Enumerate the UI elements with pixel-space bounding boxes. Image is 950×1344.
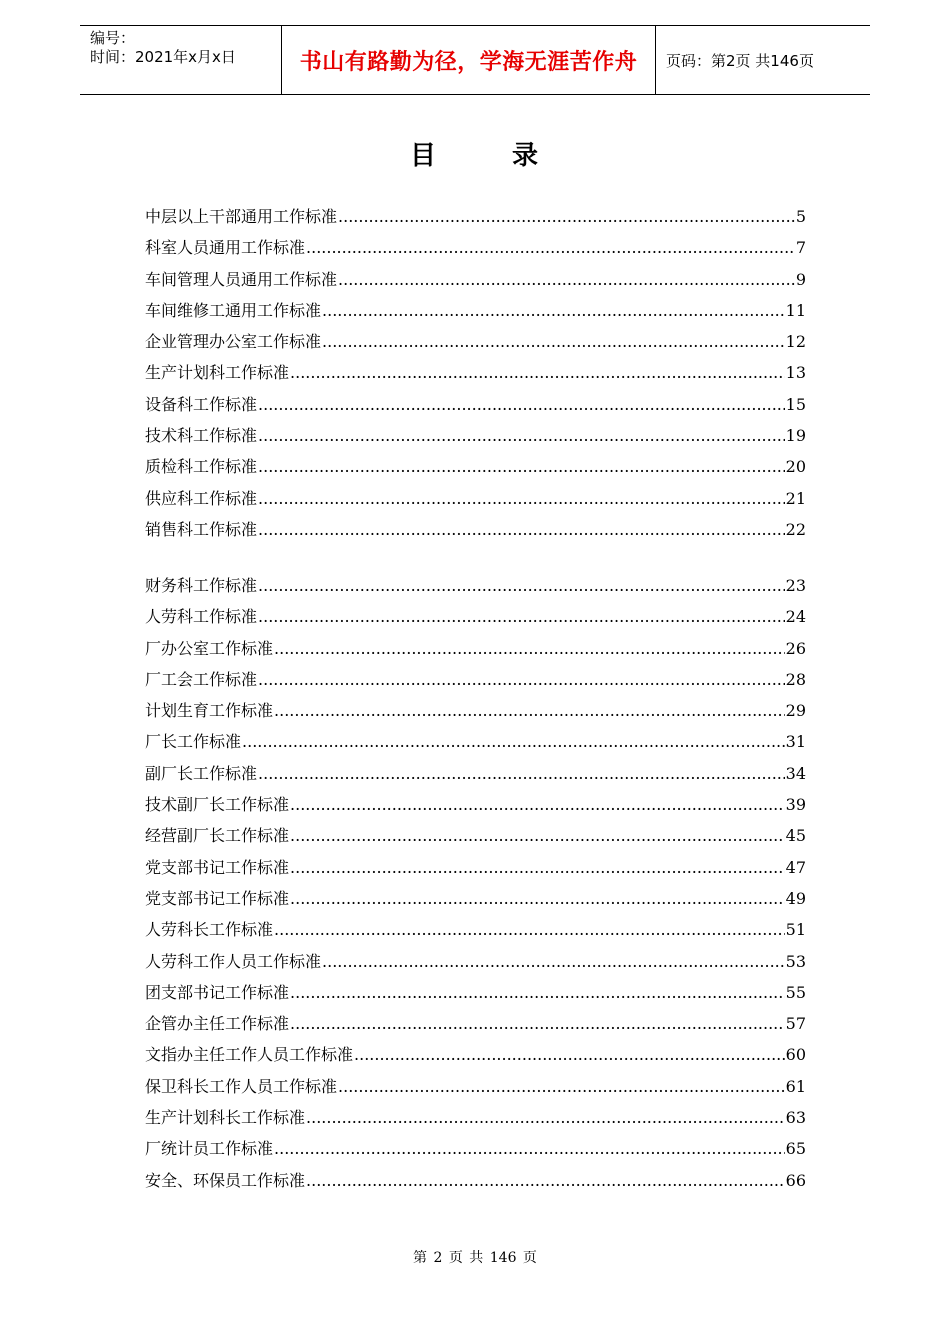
toc-entry-page: 20 [785,457,806,477]
toc-leader-dots [322,332,785,351]
toc-entry[interactable] [145,1168,806,1199]
toc-leader-dots [258,489,785,508]
toc-entry[interactable] [145,761,806,792]
toc-entry-title: 财务科工作标准 [145,576,258,595]
toc-entry-page: 21 [785,488,806,508]
toc-entry-page: 9 [795,269,806,289]
toc-entry[interactable] [145,1074,806,1105]
toc-leader-dots [322,952,785,971]
toc-entry-page: 22 [785,519,806,539]
toc-leader-dots [258,520,785,539]
toc-entry-title: 厂统计员工作标准 [145,1139,274,1159]
page-title [0,135,950,172]
toc-leader-dots [290,858,785,877]
toc-entry-title: 厂长工作标准 [145,732,242,752]
toc-entry-title: 企业管理办公室工作标准 [145,332,322,352]
toc-leader-dots [258,426,785,445]
toc-entry-title: 销售科工作标准 [145,519,258,539]
toc-leader-dots [258,395,785,414]
toc-entry-title: 技术副厂长工作标准 [145,795,290,815]
toc-entry-title: 厂工会工作标准 [145,669,258,689]
toc-entry-page: 49 [785,888,806,908]
toc-entry-title: 党支部书记工作标准 [145,888,290,908]
toc-section-2 [145,573,806,1199]
toc-leader-dots [274,1139,785,1158]
page-footer: 第 2 页 共 146 页 [413,1250,537,1266]
toc-leader-dots [290,826,785,845]
toc-entry-title: 人劳科工作标准 [145,607,258,627]
toc-leader-dots [306,1108,785,1127]
toc-entry-title: 科室人员通用工作标准 [145,238,306,258]
toc-section-1 [145,204,806,548]
toc-entry-title: 副厂长工作标准 [145,763,258,783]
toc-entry[interactable] [145,573,806,604]
toc-entry[interactable] [145,235,806,266]
toc-entry[interactable] [145,423,806,454]
toc-entry[interactable] [145,667,806,698]
toc-entry-title: 人劳科工作人员工作标准 [145,951,322,971]
toc-entry-page: 13 [785,363,806,383]
toc-leader-dots [258,607,785,626]
toc-entry[interactable] [145,980,806,1011]
toc-entry[interactable] [145,267,806,298]
toc-leader-dots [258,457,785,476]
toc-entry[interactable] [145,1042,806,1073]
toc-entry-title: 中层以上干部通用工作标准 [145,207,338,226]
toc-entry-page: 65 [785,1139,806,1159]
toc-entry-page: 12 [785,332,806,352]
toc-entry-page: 63 [785,1108,806,1128]
toc-entry-title: 党支部书记工作标准 [145,857,290,877]
toc-entry-page: 26 [785,638,806,658]
toc-entry-title: 安全、环保员工作标准 [145,1170,306,1190]
toc-entry-page: 47 [785,857,806,877]
header-page-info: 页码：第2页 共146页 [666,51,814,70]
toc-entry-title: 团支部书记工作标准 [145,982,290,1002]
toc-entry-page: 5 [795,207,806,226]
toc-entry-page: 53 [785,951,806,971]
toc-entry-page: 7 [795,238,806,258]
toc-entry-page: 60 [785,1045,806,1065]
toc-entry-title: 企管办主任工作标准 [145,1014,290,1034]
toc-leader-dots [290,889,785,908]
toc-leader-dots [306,1171,785,1190]
toc-entry-page: 45 [785,826,806,846]
toc-entry[interactable] [145,729,806,760]
toc-entry[interactable] [145,823,806,854]
toc-entry[interactable] [145,360,806,391]
toc-entry[interactable] [145,886,806,917]
toc-entry-title: 人劳科长工作标准 [145,920,274,940]
title-char-1: 目 [409,141,438,171]
toc-entry-title: 保卫科长工作人员工作标准 [145,1076,338,1096]
toc-entry[interactable] [145,855,806,886]
header-page-cell [656,26,870,94]
toc-entry-page: 39 [785,795,806,815]
toc-entry-title: 生产计划科工作标准 [145,363,290,383]
toc-entry-page: 19 [785,426,806,446]
toc-entry-title: 供应科工作标准 [145,488,258,508]
toc-entry-page: 61 [785,1076,806,1096]
toc-leader-dots [290,1014,785,1033]
toc-leader-dots [338,1077,785,1096]
toc-entry-title: 文指办主任工作人员工作标准 [145,1045,354,1065]
toc-entry[interactable] [145,329,806,360]
toc-entry[interactable] [145,949,806,980]
header-meta [80,26,280,94]
toc-entry[interactable] [145,698,806,729]
toc-entry-title: 质检科工作标准 [145,457,258,477]
toc-entry-title: 生产计划科长工作标准 [145,1108,306,1128]
header-motto-cell [281,26,656,94]
toc-entry[interactable] [145,917,806,948]
toc-leader-dots [274,920,785,939]
toc-entry[interactable] [145,604,806,635]
toc-entry-page: 11 [785,300,806,320]
toc-entry-page: 29 [785,701,806,721]
toc-leader-dots [258,576,785,595]
toc-leader-dots [338,270,795,289]
title-char-2: 录 [512,141,541,171]
toc-leader-dots [290,795,785,814]
toc-entry-page: 51 [785,920,806,940]
toc-entry-title: 厂办公室工作标准 [145,638,274,658]
toc-entry-title: 设备科工作标准 [145,394,258,414]
toc-entry[interactable] [145,454,806,485]
toc-entry[interactable] [145,1136,806,1167]
document-date: 时间：2021年x月x日 [90,48,236,66]
toc-entry-page: 34 [785,763,806,783]
toc-entry-title: 计划生育工作标准 [145,701,274,721]
toc-leader-dots [274,639,785,658]
toc-leader-dots [338,207,795,226]
toc-leader-dots [322,301,785,320]
toc-entry-page: 55 [785,982,806,1002]
toc-entry[interactable] [145,517,806,548]
toc-entry[interactable] [145,204,806,235]
toc-entry-page: 57 [785,1014,806,1034]
toc-entry[interactable] [145,298,806,329]
toc-leader-dots [258,764,785,783]
page-header [80,25,870,95]
toc-leader-dots [354,1045,785,1064]
toc-entry[interactable] [145,636,806,667]
toc-entry-page: 28 [785,669,806,689]
toc-leader-dots [290,363,785,382]
toc-entry[interactable] [145,392,806,423]
toc-entry-page: 15 [785,394,806,414]
toc-leader-dots [274,701,785,720]
toc-entry-title: 技术科工作标准 [145,426,258,446]
toc-entry-page: 31 [785,732,806,752]
toc-leader-dots [242,732,785,751]
toc-entry-title: 经营副厂长工作标准 [145,826,290,846]
toc-entry[interactable] [145,486,806,517]
toc-entry-page: 23 [785,576,806,595]
toc-entry-title: 车间维修工通用工作标准 [145,300,322,320]
header-motto: 书山有路勤为径，学海无涯苦作舟 [299,49,638,75]
toc-entry-page: 66 [785,1170,806,1190]
toc-entry[interactable] [145,792,806,823]
document-number-label: 编号： [90,29,136,47]
toc-leader-dots [258,670,785,689]
toc-leader-dots [290,983,785,1002]
toc-entry-page: 24 [785,607,806,627]
toc-entry[interactable] [145,1105,806,1136]
toc-entry[interactable] [145,1011,806,1042]
toc-leader-dots [306,238,795,257]
toc-entry-title: 车间管理人员通用工作标准 [145,269,338,289]
